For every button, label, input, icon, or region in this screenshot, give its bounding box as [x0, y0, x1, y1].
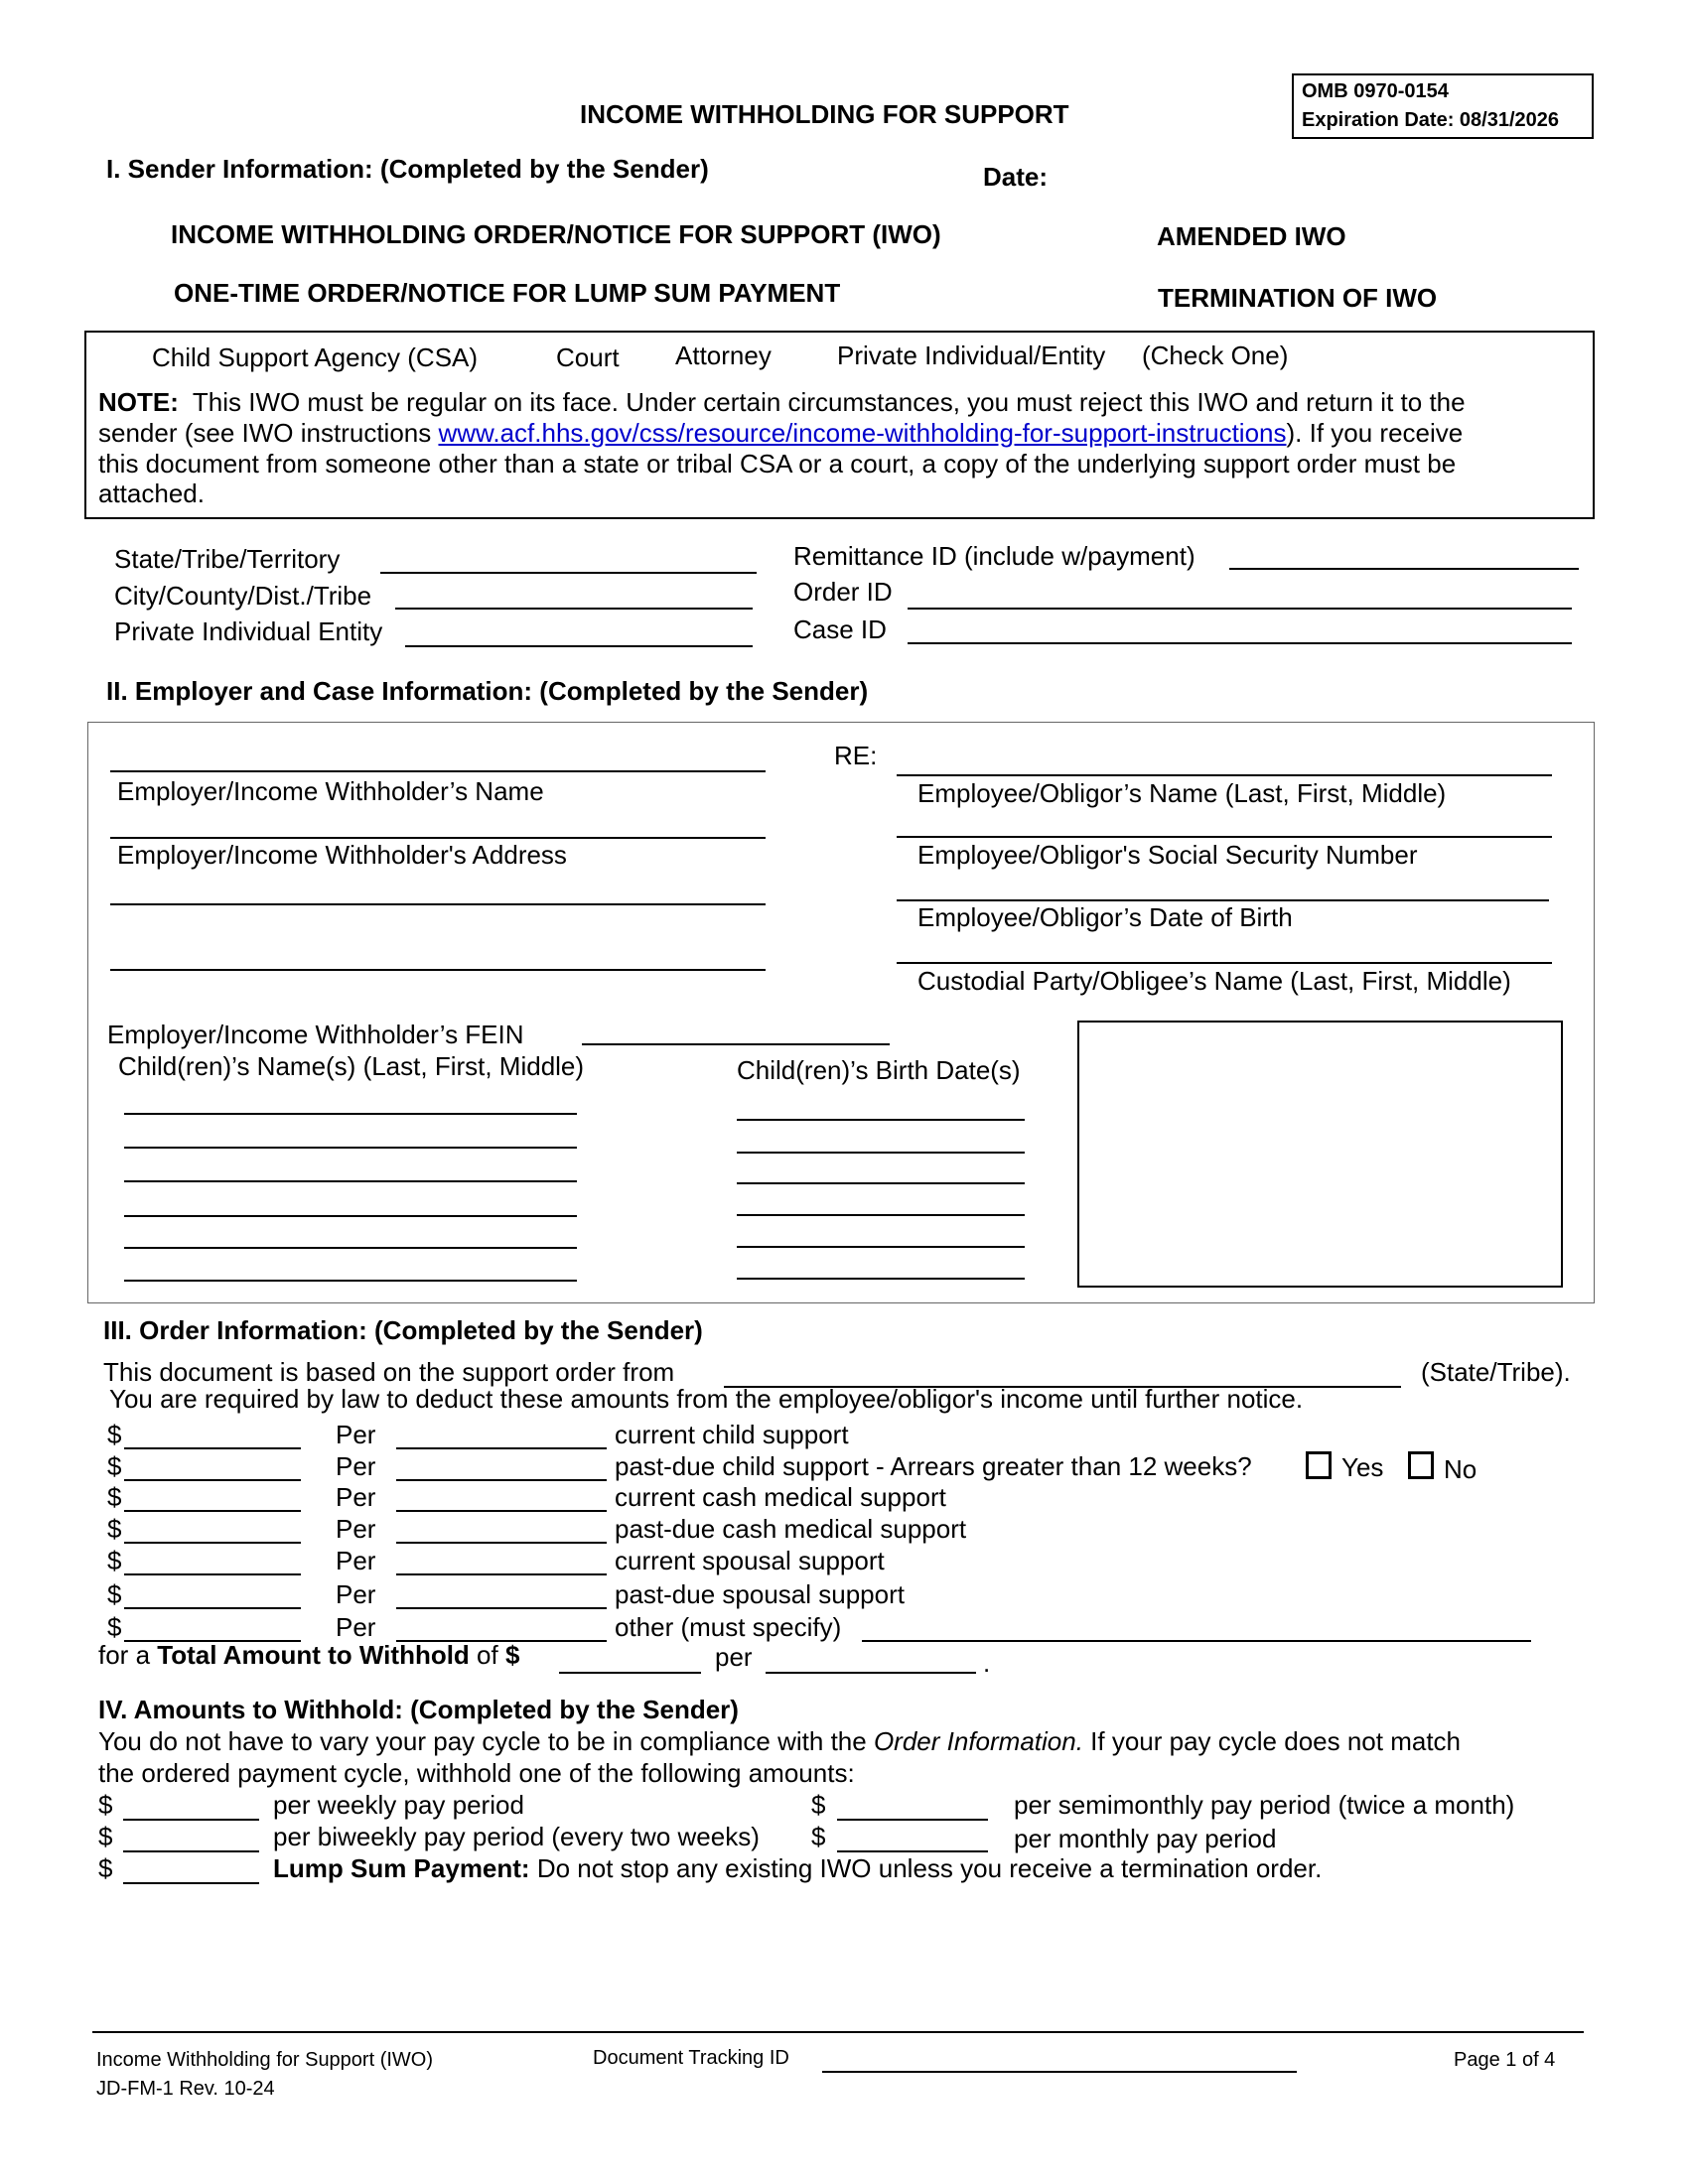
order-row-label: other (must specify)	[615, 1612, 842, 1642]
monthly-amount-field[interactable]	[837, 1850, 988, 1852]
section-4-heading: IV. Amounts to Withhold: (Completed by the Sender)	[98, 1695, 739, 1724]
per-label: Per	[336, 1482, 376, 1512]
dollar-sign: $	[107, 1579, 122, 1609]
order-row-label: current spousal support	[615, 1546, 885, 1575]
dollar-sign: $	[107, 1546, 122, 1575]
obligor-name-label: Employee/Obligor’s Name (Last, First, Middle)	[917, 778, 1447, 808]
child-dob-field[interactable]	[737, 1278, 1025, 1280]
obligor-name-field[interactable]	[897, 774, 1552, 776]
sender-type-attorney[interactable]: Attorney	[675, 341, 772, 370]
order-period-field[interactable]	[396, 1510, 607, 1512]
footer-rule	[92, 2031, 1584, 2033]
child-name-field[interactable]	[124, 1147, 577, 1149]
remittance-id-field[interactable]	[1229, 568, 1579, 570]
biweekly-amount-field[interactable]	[123, 1850, 259, 1852]
total-line: for a Total Amount to Withhold of $	[98, 1640, 520, 1670]
case-id-label: Case ID	[793, 614, 887, 644]
option-lump-sum[interactable]: ONE-TIME ORDER/NOTICE FOR LUMP SUM PAYMENT	[174, 278, 841, 308]
monthly-label: per monthly pay period	[1014, 1824, 1277, 1853]
obligor-ssn-label: Employee/Obligor's Social Security Number	[917, 840, 1418, 870]
children-names-label: Child(ren)’s Name(s) (Last, First, Middle)	[118, 1051, 585, 1081]
dollar-sign: $	[107, 1482, 122, 1512]
state-tribe-suffix: (State/Tribe).	[1421, 1357, 1571, 1387]
employer-name-field[interactable]	[110, 770, 766, 772]
biweekly-label: per biweekly pay period (every two weeks)	[273, 1822, 760, 1851]
order-row-label: current cash medical support	[615, 1482, 946, 1512]
option-termination[interactable]: TERMINATION OF IWO	[1158, 283, 1438, 313]
child-dob-field[interactable]	[737, 1119, 1025, 1121]
lump-sum-line: Lump Sum Payment: Do not stop any existing IWO unless you receive a termination order.	[273, 1853, 1323, 1883]
dollar-sign: $	[98, 1822, 113, 1851]
order-period-field[interactable]	[396, 1447, 607, 1449]
semimonthly-label: per semimonthly pay period (twice a month)	[1014, 1790, 1515, 1820]
footer-form-id: JD-FM-1 Rev. 10-24	[96, 2078, 275, 2100]
order-amount-field[interactable]	[124, 1510, 301, 1512]
lump-sum-amount-field[interactable]	[123, 1882, 259, 1884]
child-name-field[interactable]	[124, 1280, 577, 1282]
city-county-field[interactable]	[395, 608, 753, 610]
required-notice: You are required by law to deduct these amounts from the employee/obligor's income until further notice.	[109, 1384, 1304, 1414]
arrears-yes-label: Yes	[1341, 1452, 1384, 1482]
total-per-label: per	[715, 1642, 753, 1672]
child-dob-field[interactable]	[737, 1152, 1025, 1154]
weekly-amount-field[interactable]	[123, 1819, 259, 1821]
per-label: Per	[336, 1612, 376, 1642]
order-amount-field[interactable]	[124, 1607, 301, 1609]
order-amount-field[interactable]	[124, 1573, 301, 1575]
order-amount-field[interactable]	[124, 1479, 301, 1481]
page-number: Page 1 of 4	[1454, 2049, 1556, 2071]
employer-address-label: Employer/Income Withholder's Address	[117, 840, 567, 870]
dollar-sign: $	[98, 1790, 113, 1820]
order-period-field[interactable]	[396, 1607, 607, 1609]
sender-type-csa[interactable]: Child Support Agency (CSA)	[152, 342, 479, 372]
blank-box	[1077, 1021, 1563, 1288]
note-line-2: sender (see IWO instructions www.acf.hhs.gov/css/resource/income-withholding-for-support-instructions). If you receive	[98, 418, 1464, 448]
omb-number: OMB 0970-0154	[1302, 80, 1449, 102]
per-label: Per	[336, 1514, 376, 1544]
dollar-sign: $	[98, 1853, 113, 1883]
order-amount-field[interactable]	[124, 1542, 301, 1544]
omb-box	[1292, 73, 1594, 139]
section-2-heading: II. Employer and Case Information: (Completed by the Sender)	[106, 676, 869, 706]
arrears-no-checkbox[interactable]	[1408, 1451, 1434, 1479]
total-period: .	[983, 1648, 991, 1678]
order-row-label: past-due child support - Arrears greater than 12 weeks?	[615, 1451, 1252, 1481]
arrears-yes-checkbox[interactable]	[1306, 1451, 1332, 1479]
children-dates-label: Child(ren)’s Birth Date(s)	[737, 1055, 1021, 1085]
dollar-sign: $	[107, 1451, 122, 1481]
private-entity-field[interactable]	[405, 645, 753, 647]
instructions-link[interactable]: www.acf.hhs.gov/css/resource/income-withholding-for-support-instructions	[438, 418, 1287, 448]
date-label: Date:	[983, 162, 1049, 192]
employer-address-field-2[interactable]	[110, 903, 766, 905]
order-id-field[interactable]	[908, 608, 1572, 610]
order-period-field[interactable]	[396, 1573, 607, 1575]
state-tribe-field[interactable]	[380, 572, 757, 574]
other-specify-field[interactable]	[862, 1640, 1531, 1642]
based-on-label: This document is based on the support order from	[103, 1357, 675, 1387]
child-name-field[interactable]	[124, 1113, 577, 1115]
employer-address-field-1[interactable]	[110, 837, 766, 839]
child-dob-field[interactable]	[737, 1246, 1025, 1248]
tracking-id-field[interactable]	[822, 2071, 1297, 2073]
order-row-label: past-due cash medical support	[615, 1514, 967, 1544]
section-1-heading: I. Sender Information: (Completed by the Sender)	[106, 154, 709, 184]
child-name-field[interactable]	[124, 1247, 577, 1249]
order-id-label: Order ID	[793, 577, 893, 607]
arrears-no-label: No	[1444, 1454, 1477, 1484]
employer-address-field-3[interactable]	[110, 969, 766, 971]
dollar-sign: $	[811, 1790, 826, 1820]
order-row-label: past-due spousal support	[615, 1579, 905, 1609]
obligor-ssn-field[interactable]	[897, 836, 1552, 838]
dollar-sign: $	[107, 1612, 122, 1642]
amounts-para-2: the ordered payment cycle, withhold one of the following amounts:	[98, 1758, 855, 1788]
private-entity-label: Private Individual Entity	[114, 616, 383, 646]
section-3-heading: III. Order Information: (Completed by the Sender)	[103, 1315, 703, 1345]
custodial-name-field[interactable]	[897, 962, 1552, 964]
form-title: INCOME WITHHOLDING FOR SUPPORT	[580, 99, 1069, 129]
sender-type-court[interactable]: Court	[556, 342, 620, 372]
dollar-sign: $	[107, 1420, 122, 1449]
semimonthly-amount-field[interactable]	[837, 1819, 988, 1821]
tracking-id-label: Document Tracking ID	[593, 2047, 789, 2069]
option-amended-iwo[interactable]: AMENDED IWO	[1157, 221, 1346, 251]
remittance-id-label: Remittance ID (include w/payment)	[793, 541, 1196, 571]
per-label: Per	[336, 1579, 376, 1609]
child-dob-field[interactable]	[737, 1214, 1025, 1216]
per-label: Per	[336, 1420, 376, 1449]
obligor-dob-label: Employee/Obligor’s Date of Birth	[917, 902, 1293, 932]
order-period-field[interactable]	[396, 1542, 607, 1544]
obligor-dob-field[interactable]	[897, 899, 1549, 901]
re-label: RE:	[834, 741, 878, 770]
weekly-label: per weekly pay period	[273, 1790, 524, 1820]
order-row-label: current child support	[615, 1420, 849, 1449]
note-line-4: attached.	[98, 478, 205, 508]
expiration-date: Expiration Date: 08/31/2026	[1302, 109, 1560, 131]
note-line-3: this document from someone other than a state or tribal CSA or a court, a copy of the underlying support order must be	[98, 449, 1457, 478]
dollar-sign: $	[811, 1822, 826, 1851]
child-dob-field[interactable]	[737, 1182, 1025, 1184]
per-label: Per	[336, 1451, 376, 1481]
state-tribe-label: State/Tribe/Territory	[114, 544, 341, 574]
total-per-field[interactable]	[766, 1672, 976, 1674]
child-name-field[interactable]	[124, 1180, 577, 1182]
employer-name-label: Employer/Income Withholder’s Name	[117, 776, 544, 806]
option-iwo[interactable]: INCOME WITHHOLDING ORDER/NOTICE FOR SUPPORT (IWO)	[171, 219, 941, 249]
total-amount-field[interactable]	[559, 1672, 701, 1674]
order-amount-field[interactable]	[124, 1447, 301, 1449]
city-county-label: City/County/Dist./Tribe	[114, 581, 372, 611]
child-name-field[interactable]	[124, 1215, 577, 1217]
sender-type-private[interactable]: Private Individual/Entity	[837, 341, 1106, 370]
case-id-field[interactable]	[908, 642, 1572, 644]
dollar-sign: $	[107, 1514, 122, 1544]
fein-field[interactable]	[582, 1043, 890, 1045]
per-label: Per	[336, 1546, 376, 1575]
note-label: NOTE:	[98, 387, 179, 417]
custodial-name-label: Custodial Party/Obligee’s Name (Last, First, Middle)	[917, 966, 1511, 996]
check-one-label: (Check One)	[1142, 341, 1289, 370]
note-line-1: NOTE: This IWO must be regular on its face. Under certain circumstances, you must reject this IWO and return it to the	[98, 387, 1466, 417]
footer-form-name: Income Withholding for Support (IWO)	[96, 2049, 434, 2071]
fein-label: Employer/Income Withholder’s FEIN	[107, 1020, 524, 1049]
order-period-field[interactable]	[396, 1479, 607, 1481]
amounts-para-1: You do not have to vary your pay cycle to be in compliance with the Order Information. If your pay cycle does not match	[98, 1726, 1462, 1756]
